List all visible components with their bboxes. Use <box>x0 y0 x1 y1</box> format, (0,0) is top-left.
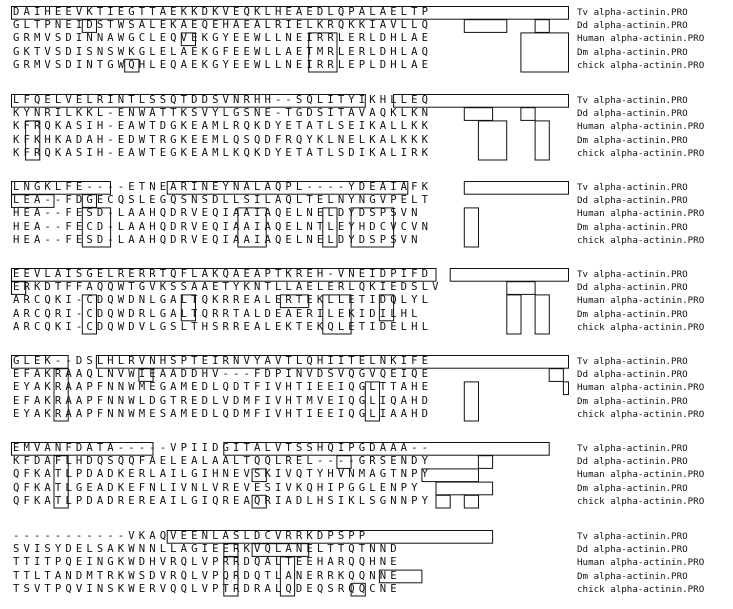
conserved-region-box <box>507 282 535 295</box>
sequence-label: Dd alpha-actinin.PRO <box>577 544 688 556</box>
sequence-label: Dd alpha-actinin.PRO <box>577 108 688 120</box>
conserved-region-box <box>535 121 549 160</box>
sequence-residues: GKTVSDISNSWKGLELAEKGFEEWLLAETMRLERLDHLAQ <box>13 45 433 58</box>
sequence-residues: EMVANFDATA-----VPIIDGITALVTSSHQIPGDAAA-- <box>13 442 433 454</box>
conserved-region-box <box>535 20 549 33</box>
sequence-residues: GLTPNEIDSTWSALEKAEQEHAEALRIELKRQKKIAVLLQ <box>13 19 433 32</box>
sequence-residues: DAIHEEVKTIEGTTAEKKDKVEQKLHEAEDLQPALAELTP <box>13 6 433 18</box>
sequence-label: Dd alpha-actinin.PRO <box>577 456 688 468</box>
sequence-label: Tv alpha-actinin.PRO <box>577 7 688 18</box>
sequence-label: chick alpha-actinin.PRO <box>577 495 705 507</box>
sequence-residues: SVISYDELSAKWNNLLAGIEERKVQLANELTTQTNND <box>13 543 401 556</box>
sequence-residues: HEA--FECD-LAAHQDRVEQIAAIAQELNTLEYHDCVCVN <box>13 220 433 233</box>
conserved-region-box <box>450 269 568 282</box>
conserved-region-box <box>436 495 450 508</box>
sequence-residues: GLEK--DSLHLRVNHSPTEIRNVYAVTLQHIITELNKIFE <box>13 355 433 367</box>
sequence-label: chick alpha-actinin.PRO <box>577 59 705 71</box>
sequence-residues: QFKATLGEADKEFNLIVNLVREVESIVKQHIPGGLENPY <box>13 481 422 494</box>
sequence-label: Tv alpha-actinin.PRO <box>577 443 688 454</box>
sequence-label: Human alpha-actinin.PRO <box>577 208 705 220</box>
sequence-residues: KYNRILKKL-ENWATTKSVYLGSNE-TGDSITAVAQKLKN <box>13 107 433 120</box>
sequence-label: Dm alpha-actinin.PRO <box>577 221 688 233</box>
sequence-residues: EYAKRAAPFNNWMESAMEDLQDMFIVHTIEEIQGLIAAHD <box>13 407 433 420</box>
sequence-label: Human alpha-actinin.PRO <box>577 295 705 307</box>
sequence-label: Human alpha-actinin.PRO <box>577 382 705 394</box>
conserved-region-box <box>464 182 568 195</box>
sequence-residues: TSVTPQVINSKWERVQQLVPTRDRALQDEQSRQQCNE <box>13 582 401 595</box>
sequence-label: Tv alpha-actinin.PRO <box>577 531 688 542</box>
conserved-region-box <box>563 382 568 395</box>
sequence-label: Human alpha-actinin.PRO <box>577 121 705 133</box>
sequence-residues: EEVLAISGELRERRTQFLAKQAEAPTKREH-VNEIDPIFD <box>13 268 433 280</box>
sequence-residues: EYAKRAAPFNNWMEGAMEDLQDTFIVHTIEEIQGLTTAHE <box>13 381 433 394</box>
sequence-label: Dm alpha-actinin.PRO <box>577 482 688 494</box>
conserved-region-box <box>478 456 492 469</box>
sequence-residues: HEA--FESD-LAAHQDRVEQIAAIAQELNELDYDSPSVN <box>13 207 422 220</box>
conserved-region-box <box>478 121 506 160</box>
sequence-residues: ARCQRI-CDQWDRLGALTQRRTALDEAERILEKIDILHL <box>13 307 422 320</box>
conserved-region-box <box>507 295 521 334</box>
sequence-residues: GRMVSDINNAWGCLEQVEKGYEEWLLNEIRRLERLDHLAE <box>13 32 433 45</box>
conserved-region-box <box>464 382 478 421</box>
sequence-residues: LNGKLFE----ETNEARINEYNALAQPL----YDEAIAFK <box>13 181 433 193</box>
sequence-residues: HEA--FESD-LAAHQDRVEQIAAIAQELNELDYDSPSVN <box>13 233 422 246</box>
sequence-residues: TTITPQEINGKWDHVRQLVPRRDQALTEEHARQQHNE <box>13 556 401 569</box>
sequence-label: Tv alpha-actinin.PRO <box>577 356 688 367</box>
conserved-region-box <box>464 495 478 508</box>
sequence-residues: -----------VKAQVEENLASLDCVRRKDPSPP <box>13 530 370 542</box>
sequence-label: chick alpha-actinin.PRO <box>577 321 705 333</box>
sequence-residues: ARCQKI-CDQWDVLGSLTHSRREALEKTEKQLETIDELHL <box>13 320 433 333</box>
sequence-label: Dm alpha-actinin.PRO <box>577 570 688 582</box>
conserved-region-box <box>521 108 535 121</box>
sequence-label: Tv alpha-actinin.PRO <box>577 95 688 106</box>
sequence-label: Tv alpha-actinin.PRO <box>577 269 688 280</box>
sequence-residues: GRMVSDINTGWQHLEQAEKGYEEWLLNEIRRLEPLDHLAE <box>13 58 433 71</box>
sequence-residues: LEA--FDGECQSLEGQSNSDLLSILAQLTELNYNGVPELT <box>13 194 433 207</box>
sequence-label: chick alpha-actinin.PRO <box>577 147 705 159</box>
conserved-region-box <box>464 20 507 33</box>
sequence-residues: ERKDTFFAQQWTGVKSSAAETYKNTLLAELERLQKIEDSLV <box>13 281 443 294</box>
conserved-region-box <box>535 295 549 334</box>
conserved-region-box <box>549 369 563 382</box>
sequence-label: Dm alpha-actinin.PRO <box>577 395 688 407</box>
sequence-label: Dd alpha-actinin.PRO <box>577 369 688 381</box>
sequence-label: Human alpha-actinin.PRO <box>577 557 705 569</box>
sequence-label: chick alpha-actinin.PRO <box>577 408 705 420</box>
sequence-label: Tv alpha-actinin.PRO <box>577 182 688 193</box>
sequence-residues: QFKATLPDADKERLAILGIHNEVSKIVQTYHVNMAGTNPY <box>13 468 433 481</box>
sequence-residues: KFKHKADAH-EDWTRGKEEMLQSQDFRQYKLNELKALKKK <box>13 133 433 146</box>
sequence-label: Dd alpha-actinin.PRO <box>577 282 688 294</box>
sequence-label: Dm alpha-actinin.PRO <box>577 46 688 58</box>
sequence-residues: LFQELVELRINTLSSQTDDSVNRHH--SQLITYIKHLLEQ <box>13 94 433 106</box>
sequence-label: Dm alpha-actinin.PRO <box>577 308 688 320</box>
sequence-label: Dd alpha-actinin.PRO <box>577 20 688 32</box>
sequence-residues: KFRQKASIH-EAWTDGKEAMLRQKDYETATLSEIKALLKK <box>13 120 433 133</box>
sequence-residues: ARCQKI-CDQWDNLGALTQKRREALERTEKLLETIDQLYL <box>13 294 433 307</box>
sequence-residues: KFRQKASIH-EAWTEGKEAMLKQKDYETATLSDIKALIRK <box>13 146 433 159</box>
sequence-label: chick alpha-actinin.PRO <box>577 234 705 246</box>
sequence-label: Dm alpha-actinin.PRO <box>577 134 688 146</box>
conserved-region-box <box>436 482 493 495</box>
sequence-label: Human alpha-actinin.PRO <box>577 469 705 481</box>
sequence-residues: EFAKRAAPFNNWLDGTREDLVDMFIVHTMVEIQGLIQAHD <box>13 394 433 407</box>
conserved-region-box <box>464 208 478 247</box>
sequence-label: Human alpha-actinin.PRO <box>577 33 705 45</box>
conserved-region-box <box>521 33 569 72</box>
sequence-residues: QFKATLPDADREREAILGIQREAQRIADLHSIKLSGNNPY <box>13 494 433 507</box>
sequence-residues: KFDAFLHDQSQQFAELEALAALTQQLREL----GRSENDY <box>13 455 433 468</box>
sequence-residues: TTLTANDMTRKWSDVRQLVPQRDQTLANERRKQQNNE <box>13 569 401 582</box>
conserved-region-box <box>464 108 492 121</box>
sequence-label: Dd alpha-actinin.PRO <box>577 195 688 207</box>
sequence-residues: EFAKRAAQLNVWIEAADDHV---FDPINVDSVQGVQEIQE <box>13 368 433 381</box>
sequence-label: chick alpha-actinin.PRO <box>577 583 705 595</box>
